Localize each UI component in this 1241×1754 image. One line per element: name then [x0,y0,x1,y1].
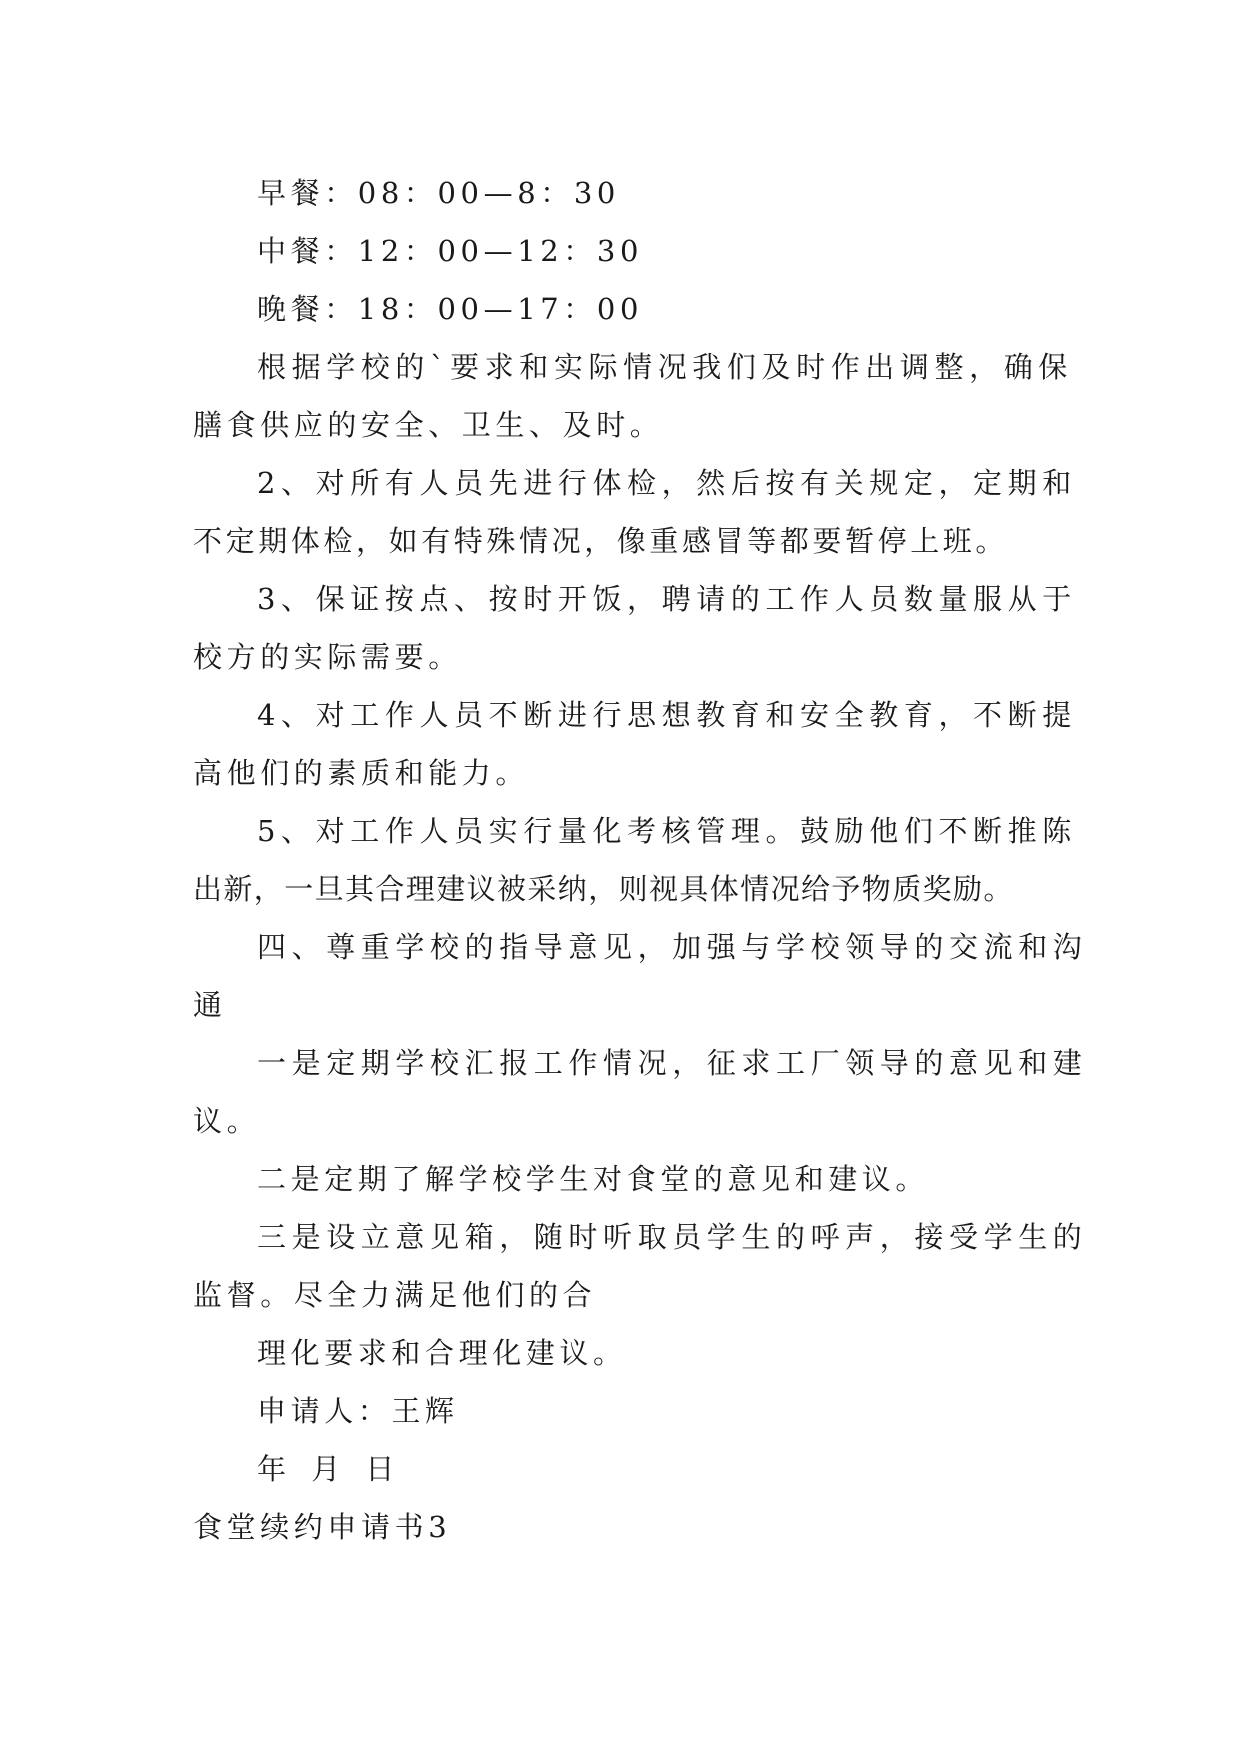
paragraph-line: 三是设立意见箱，随时听取员学生的呼声，接受学生的 [257,1220,1088,1254]
breakfast-time-line: 早餐：08：00—8：30 [257,176,620,210]
applicant-line: 申请人：王辉 [257,1394,459,1428]
paragraph-line: 议。 [193,1104,261,1138]
paragraph-line: 一是定期学校汇报工作情况，征求工厂领导的意见和建 [257,1046,1088,1080]
paragraph-line: 不定期体检，如有特殊情况，像重感冒等都要暂停上班。 [193,524,1009,558]
next-document-title: 食堂续约申请书3 [193,1510,452,1544]
document-body [193,164,1088,1556]
paragraph-line: 5、对工作人员实行量化考核管理。鼓励他们不断推陈 [257,814,1077,848]
paragraph-line: 出新，一旦其合理建议被采纳，则视具体情况给予物质奖励。 [193,872,1014,906]
paragraph-line: 膳食供应的安全、卫生、及时。 [193,408,664,442]
section-heading: 四、尊重学校的指导意见，加强与学校领导的交流和沟 [257,930,1088,964]
paragraph-line: 2、对所有人员先进行体检，然后按有关规定，定期和 [257,466,1077,500]
paragraph-line: 理化要求和合理化建议。 [257,1336,627,1370]
paragraph-line: 高他们的素质和能力。 [193,756,530,790]
section-heading-continuation: 通 [193,988,227,1022]
paragraph-line: 监督。尽全力满足他们的合 [193,1278,597,1312]
paragraph-line: 3、保证按点、按时开饭，聘请的工作人员数量服从于 [257,582,1077,616]
date-line: 年 月 日 [257,1452,403,1486]
lunch-time-line: 中餐：12：00—12：30 [257,234,644,268]
dinner-time-line: 晚餐：18：00—17：00 [257,292,644,326]
paragraph-line: 4、对工作人员不断进行思想教育和安全教育，不断提 [257,698,1077,732]
paragraph-line: 二是定期了解学校学生对食堂的意见和建议。 [257,1162,930,1196]
paragraph-line: 根据学校的`要求和实际情况我们及时作出调整，确保 [257,350,1073,384]
paragraph-line: 校方的实际需要。 [193,640,462,674]
